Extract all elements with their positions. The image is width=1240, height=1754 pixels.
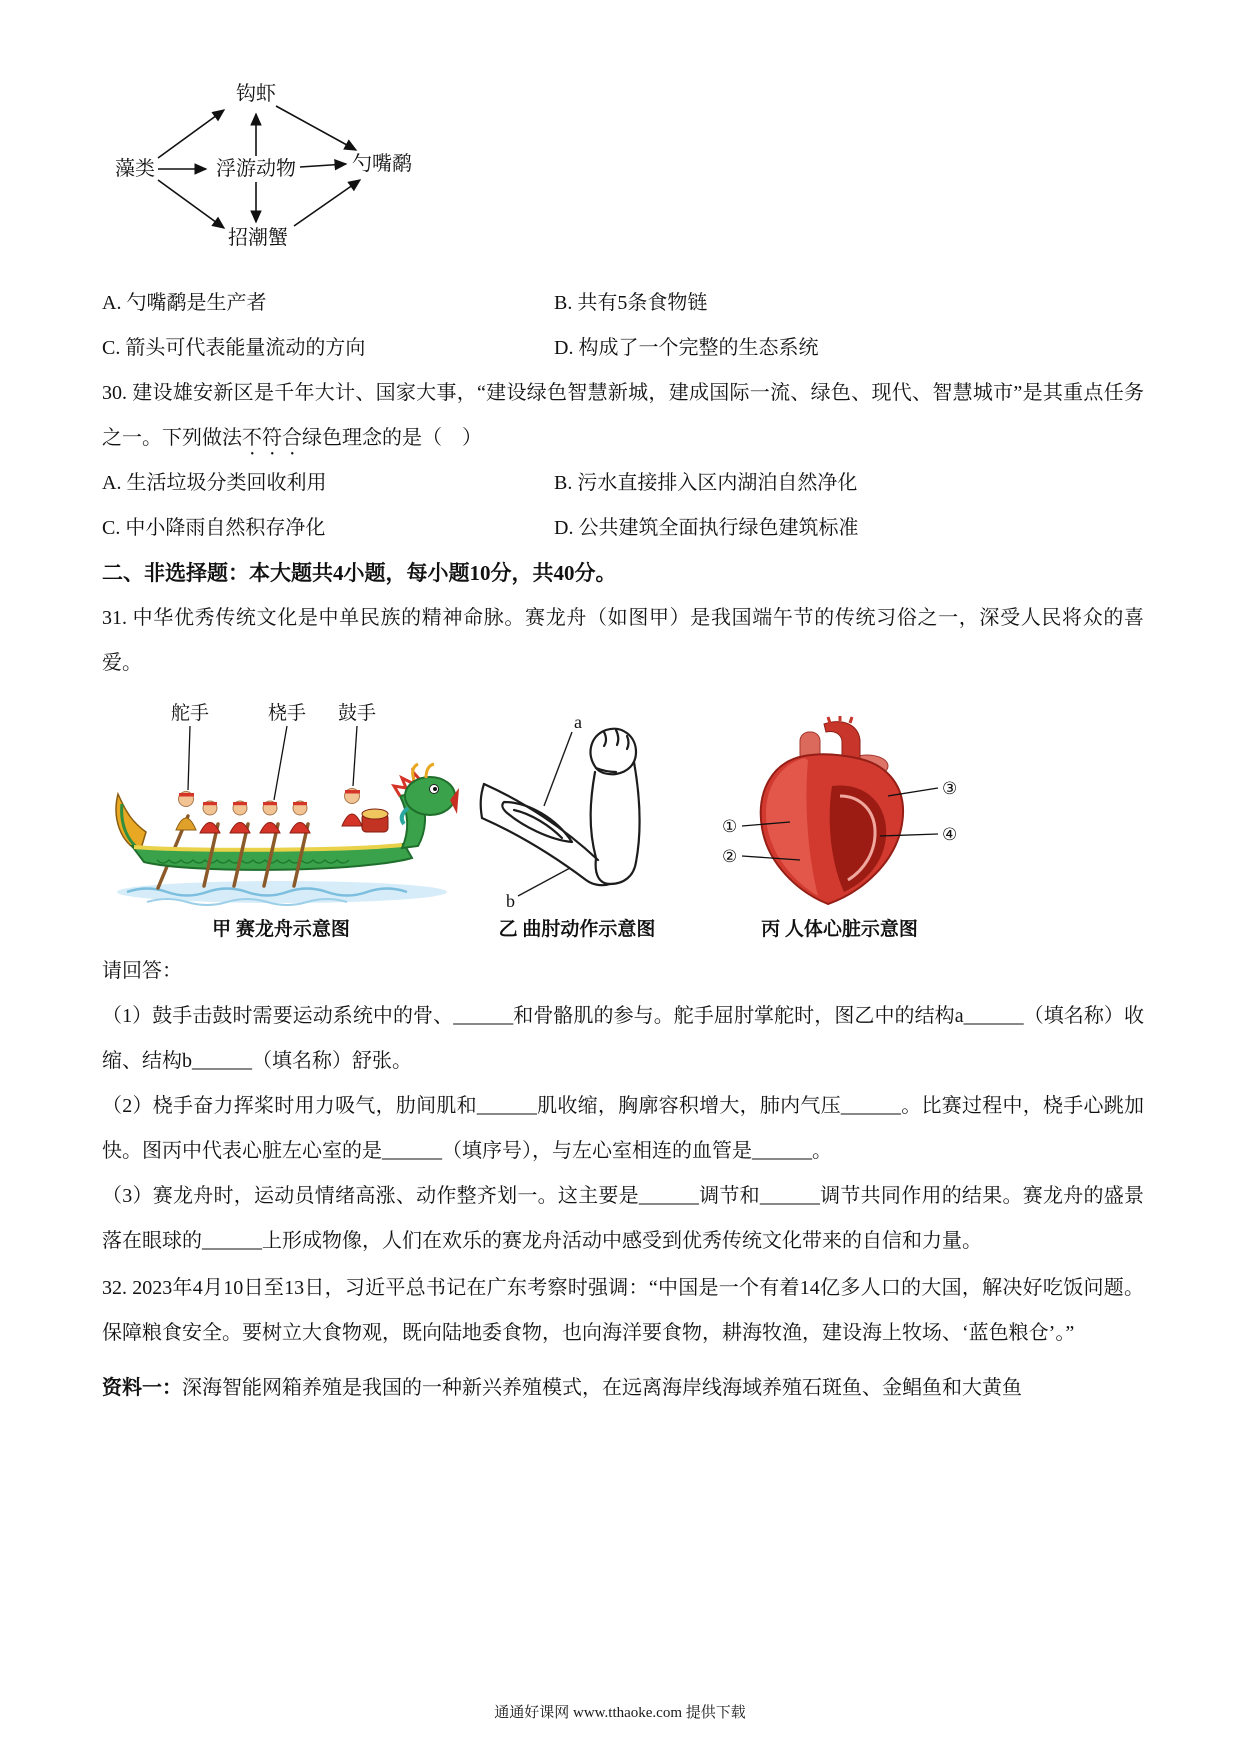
food-web-svg (108, 70, 438, 260)
q30-option-c: C. 中小降雨自然积存净化 (102, 517, 326, 539)
q29-options-row-cd (102, 326, 1144, 371)
boat-tail (116, 794, 146, 852)
heart-svg (712, 716, 967, 912)
food-web-node-left: 藻类 (115, 158, 155, 180)
q30-stem-emphasis: 不符合 (242, 427, 302, 449)
fist (591, 729, 636, 774)
q30-option-b: B. 污水直接排入区内湖泊自然净化 (554, 472, 858, 494)
q30-options-row-cd (102, 506, 1144, 551)
food-web-node-top: 钩虾 (236, 83, 276, 105)
q32-material1-label: 资料一： (102, 1377, 182, 1400)
arm-flexion-svg (478, 710, 676, 912)
q32-material1 (102, 1366, 1144, 1411)
drummer (342, 789, 362, 827)
heart-figure-caption: 丙 人体心脏示意图 (761, 919, 918, 941)
q30-option-d: D. 公共建筑全面执行绿色建筑标准 (554, 517, 859, 539)
heart-body (761, 754, 903, 904)
q31-part3: （3）赛龙舟时，运动员情绪高涨、动作整齐划一。这主要是______调节和______调节共同作用的结果。赛龙舟的盛景落在眼球的______上形成物像，人们在欢乐的赛龙舟活动中感受到优秀传统文化带来的自信和力量。 (102, 1185, 1144, 1253)
food-web-node-bottom: 招潮蟹 (228, 227, 288, 249)
biceps-muscle (502, 802, 572, 842)
heart-label-2: ② (722, 847, 738, 867)
q32-material1-text: 深海智能网箱养殖是我国的一种新兴养殖模式，在远离海岸线海域养殖石斑鱼、金鲳鱼和大黄鱼 (182, 1377, 1022, 1400)
food-web-node-right: 勺嘴鹬 (352, 153, 412, 175)
section-2-title: 二、非选择题：本大题共4小题，每小题10分，共40分。 (102, 561, 617, 585)
q31-stem: 31. 中华优秀传统文化是中单民族的精神命脉。赛龙舟（如图甲）是我国端午节的传统习俗之一，深受人民将众的喜爱。 (102, 607, 1144, 675)
q30-stem (102, 371, 1144, 461)
q30-stem-part1: 30. 建设雄安新区是千年大计、国家大事，“建设绿色智慧新城，建成国际一流、绿色、现代、智慧城市”是其重点任务之一。下列做法 (102, 382, 1144, 449)
arm-label-a: a (574, 712, 582, 733)
boat-role-leader-lines (188, 726, 357, 800)
q29-option-c: C. 箭头可代表能量流动的方向 (102, 337, 366, 359)
arm-figure-caption: 乙 曲肘动作示意图 (498, 919, 656, 941)
food-web-figure (108, 70, 1144, 265)
q31-answer-prompt: 请回答： (102, 960, 182, 983)
q31-figures-row (102, 700, 1144, 941)
water (117, 881, 447, 905)
rowers (200, 801, 310, 886)
q31-part2: （2）桡手奋力挥桨时用力吸气，肋间肌和______肌收缩，胸廓容积增大，肺内气压______。比赛过程中，桡手心跳加快。图丙中代表心脏左心室的是______（填序号），与左心室相连的血管是______。 (102, 1095, 1144, 1163)
heart-figure (712, 716, 967, 941)
q29-option-b: B. 共有5条食物链 (554, 292, 708, 314)
boat-label-paddler: 桡手 (267, 703, 307, 725)
dragon-boat-caption: 甲 赛龙舟示意图 (212, 919, 350, 941)
dragon-boat-figure (102, 700, 460, 941)
q29-option-a: A. 勺嘴鹬是生产者 (102, 292, 267, 314)
page-footer: 通通好课网 www.tthaoke.com 提供下载 (494, 1705, 746, 1721)
dragon-head (394, 764, 459, 848)
q29-option-d: D. 构成了一个完整的生态系统 (554, 337, 819, 359)
q31-part1: （1）鼓手击鼓时需要运动系统中的骨、______和骨骼肌的参与。舵手屈肘掌舵时，图乙中的结构a______（填名称）收缩、结构b______（填名称）舒张。 (102, 1005, 1144, 1073)
food-web-node-center: 浮游动物 (216, 158, 296, 180)
drum (362, 809, 388, 832)
q29-options-row-ab (102, 281, 1144, 326)
heart-label-3: ③ (942, 779, 958, 799)
q30-options-row-ab (102, 461, 1144, 506)
arm-flexion-figure (478, 710, 676, 941)
q32-stem: 32. 2023年4月10日至13日，习近平总书记在广东考察时强调：“中国是一个有着14亿多人口的大国，解决好吃饭问题。保障粮食安全。要树立大食物观，既向陆地委食物，也向海洋要食物，耕海牧渔，建设海上牧场、‘蓝色粮仓’。” (102, 1277, 1144, 1345)
arm-label-b: b (506, 891, 515, 912)
q30-option-a: A. 生活垃圾分类回收利用 (102, 472, 327, 494)
heart-label-4: ④ (942, 825, 958, 845)
dragon-boat-svg (102, 700, 460, 912)
helmsman (176, 792, 196, 831)
forearm (591, 762, 640, 884)
heart-label-1: ① (722, 817, 738, 837)
boat-label-drummer: 鼓手 (337, 703, 377, 725)
q30-stem-part2: 绿色理念的是（ ） (302, 427, 482, 449)
boat-label-helmsman: 舵手 (170, 703, 210, 725)
